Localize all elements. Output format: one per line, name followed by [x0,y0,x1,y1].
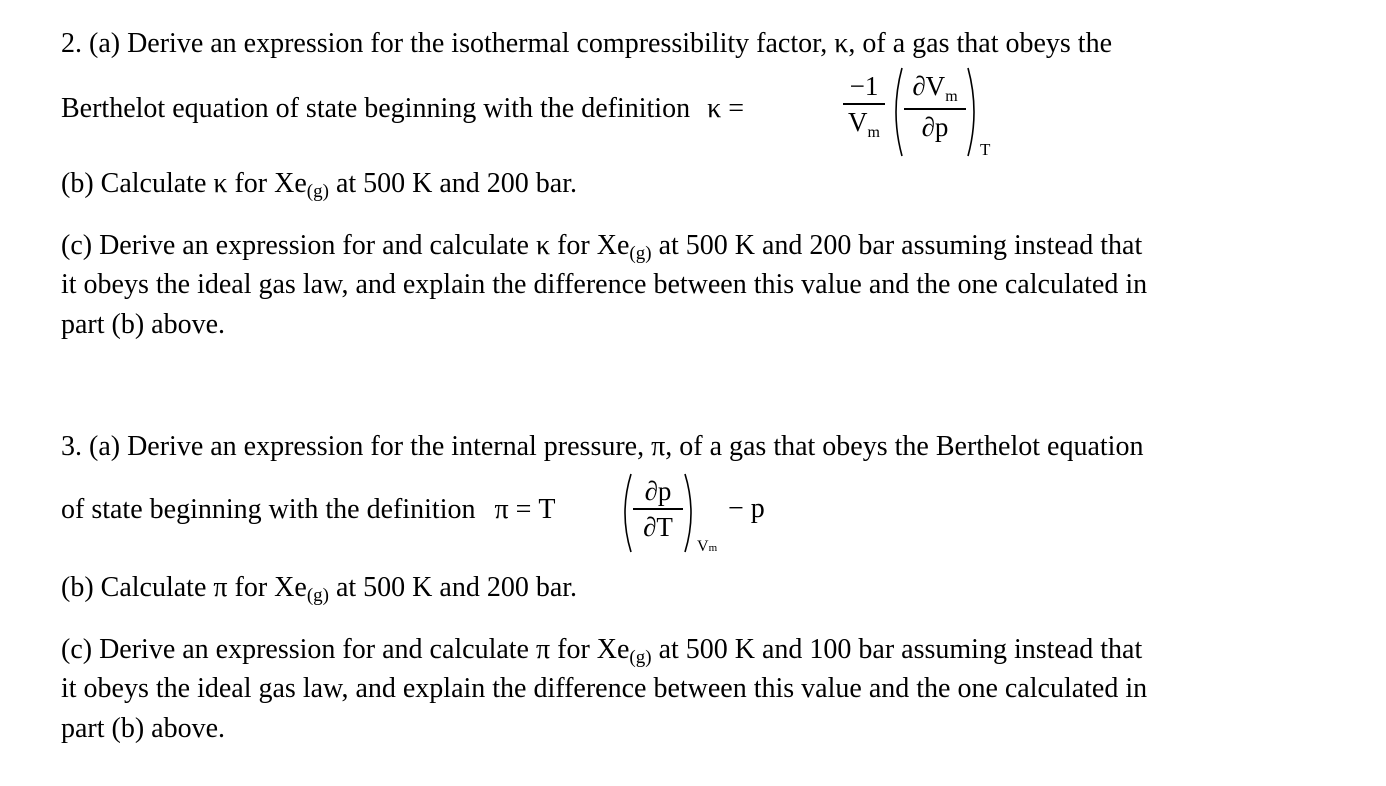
q3-subscript-m: m [708,542,718,554]
q2-kappa-lhs: κ = [707,93,744,124]
q2-deriv-dv: ∂V [912,71,946,101]
q3-part-c-line1 [61,630,1142,673]
q2-line2 [61,89,744,129]
q3-part-c-tail: at 500 K and 100 bar assuming instead that [651,634,1143,665]
q2-part-c-tail: at 500 K and 200 bar assuming instead that [651,230,1143,261]
q3-part-c-sub: (g) [629,647,652,668]
q2-deriv-num-sub: m [945,88,958,105]
q2-part-b-sub: (g) [306,181,329,202]
q2-deriv-denominator: ∂p [921,111,949,142]
q2-derivative [904,71,966,142]
q3-part-b-sub: (g) [306,585,329,606]
q2-minus-one-over-vm [843,71,885,142]
q3-deriv-bar [633,508,683,510]
q3-deriv-denominator: ∂T [643,511,673,542]
q2-part-c-text: (c) Derive an expression for and calculate κ for Xe [61,230,630,261]
q3-left-paren [617,472,633,554]
q3-minus-p: − p [728,493,765,524]
q3-part-c-line2: it obeys the ideal gas law, and explain the difference between this value and the one calculated in [61,673,1148,704]
q2-frac-denominator [843,107,885,142]
q2-subscript-t: T [980,140,991,159]
q2-line1: 2. (a) Derive an expression for the isothermal compressibility factor, κ, of a gas that obeys the [61,28,1112,59]
q3-definition-text: of state beginning with the definition [61,494,476,525]
q3-line1: 3. (a) Derive an expression for the internal pressure, π, of a gas that obeys the Berthelot equation [61,431,1144,462]
q2-part-b-tail: at 500 K and 200 bar. [328,168,577,199]
q2-frac-numerator: −1 [849,71,879,101]
q2-left-paren [888,66,904,158]
q2-part-c-line2: it obeys the ideal gas law, and explain the difference between this value and the one calculated in [61,269,1148,300]
q3-part-c-text: (c) Derive an expression for and calculate π for Xe [61,634,630,665]
q3-part-b-text: (b) Calculate π for Xe [61,572,307,603]
q3-subscript-v: V [697,538,709,555]
q2-deriv-numerator [904,71,966,106]
q2-part-b [61,164,577,207]
q2-part-c-line3: part (b) above. [61,309,226,340]
q2-part-c-line1 [61,226,1142,269]
q2-frac-bar [843,103,885,105]
q2-part-b-text: (b) Calculate κ for Xe [61,168,307,199]
q3-part-c-line3: part (b) above. [61,713,226,744]
q2-deriv-bar [904,108,966,110]
q3-part-b [61,568,577,611]
q3-derivative [633,476,683,542]
q3-line2 [61,490,556,530]
q3-subscript-vm [697,538,717,556]
q3-part-b-tail: at 500 K and 200 bar. [328,572,578,603]
q3-pi-lhs: π = T [494,494,556,525]
q3-deriv-numerator: ∂p [644,476,672,506]
q2-frac-den-v: V [848,106,868,137]
q2-frac-den-sub: m [867,123,880,141]
q2-definition-text: Berthelot equation of state beginning with the definition [61,93,691,124]
q2-part-c-sub: (g) [629,243,652,264]
